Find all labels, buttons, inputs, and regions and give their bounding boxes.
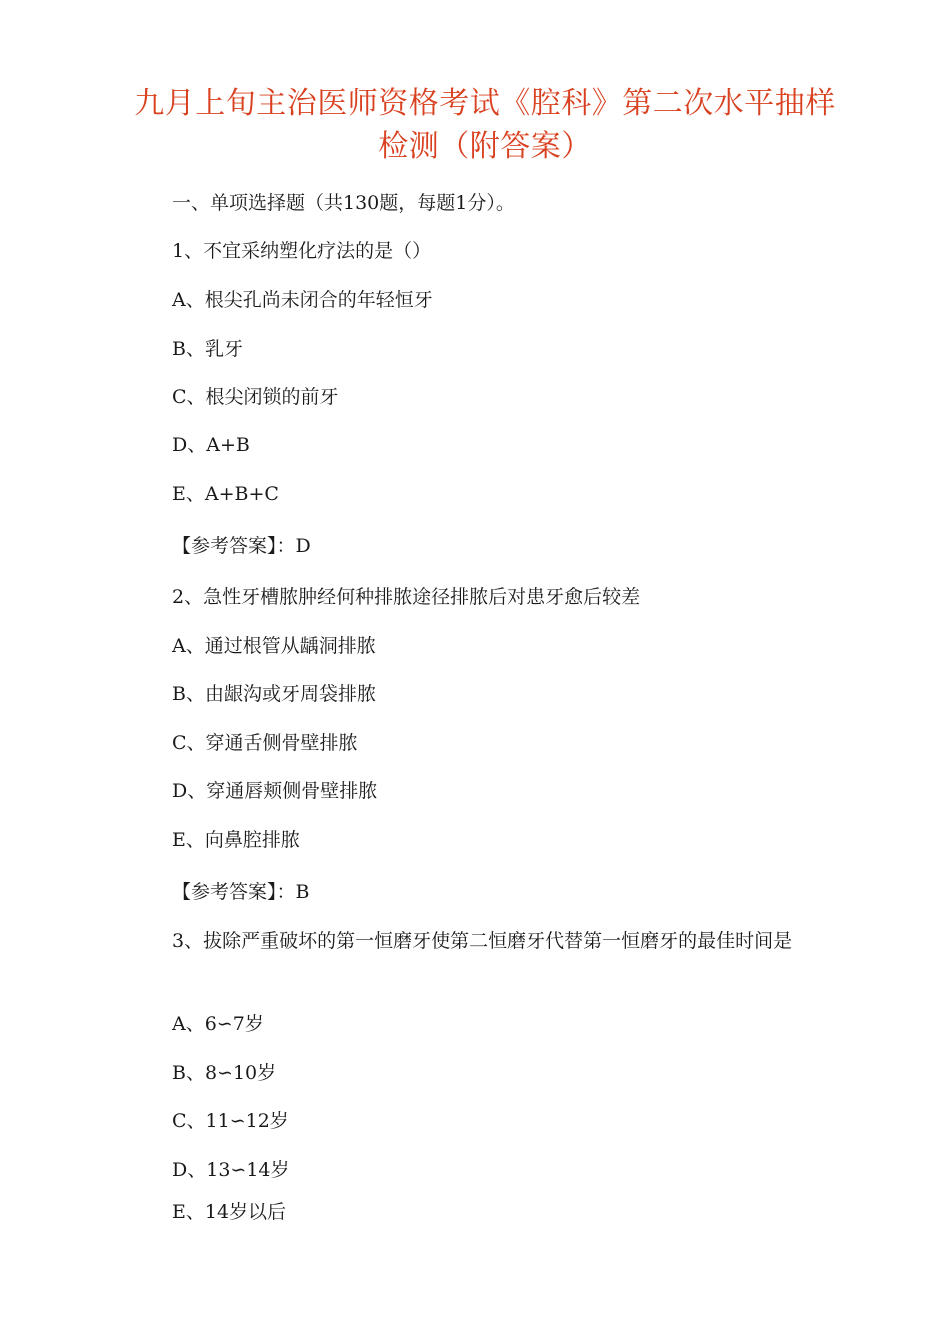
question-2-option-d: D、穿通唇颊侧骨壁排脓 (172, 780, 378, 802)
question-1-stem: 1、不宜采纳塑化疗法的是（） (172, 240, 432, 262)
question-1-option-c: C、根尖闭锁的前牙 (172, 386, 339, 408)
question-1-option-e: E、A+B+C (172, 483, 279, 505)
question-1-option-a: A、根尖孔尚未闭合的年轻恒牙 (172, 289, 433, 311)
question-3-option-d: D、13∽14岁 (172, 1159, 290, 1181)
question-1-option-b: B、乳牙 (172, 338, 243, 360)
question-1-answer: 【参考答案】：D (172, 535, 311, 557)
question-3-option-c: C、11∽12岁 (172, 1110, 289, 1132)
question-1-option-d: D、A+B (172, 434, 250, 456)
question-2-answer: 【参考答案】：B (172, 881, 310, 903)
question-2-option-e: E、向鼻腔排脓 (172, 829, 300, 851)
question-3-option-b: B、8∽10岁 (172, 1062, 277, 1084)
question-3-stem: 3、拔除严重破坏的第一恒磨牙使第二恒磨牙代替第一恒磨牙的最佳时间是 (172, 930, 793, 952)
question-2-option-b: B、由龈沟或牙周袋排脓 (172, 683, 376, 705)
document-title: 九月上旬主治医师资格考试《腔科》第二次水平抽样检测（附答案） (134, 86, 836, 164)
question-2-option-a: A、通过根管从龋洞排脓 (172, 635, 376, 657)
question-3-option-e: E、14岁以后 (172, 1201, 287, 1223)
question-3-option-a: A、6∽7岁 (172, 1013, 264, 1035)
question-2-option-c: C、穿通舌侧骨壁排脓 (172, 732, 358, 754)
section-heading: 一、单项选择题（共130题，每题1分）。 (172, 192, 515, 214)
question-2-stem: 2、急性牙槽脓肿经何种排脓途径排脓后对患牙愈后较差 (172, 586, 641, 608)
